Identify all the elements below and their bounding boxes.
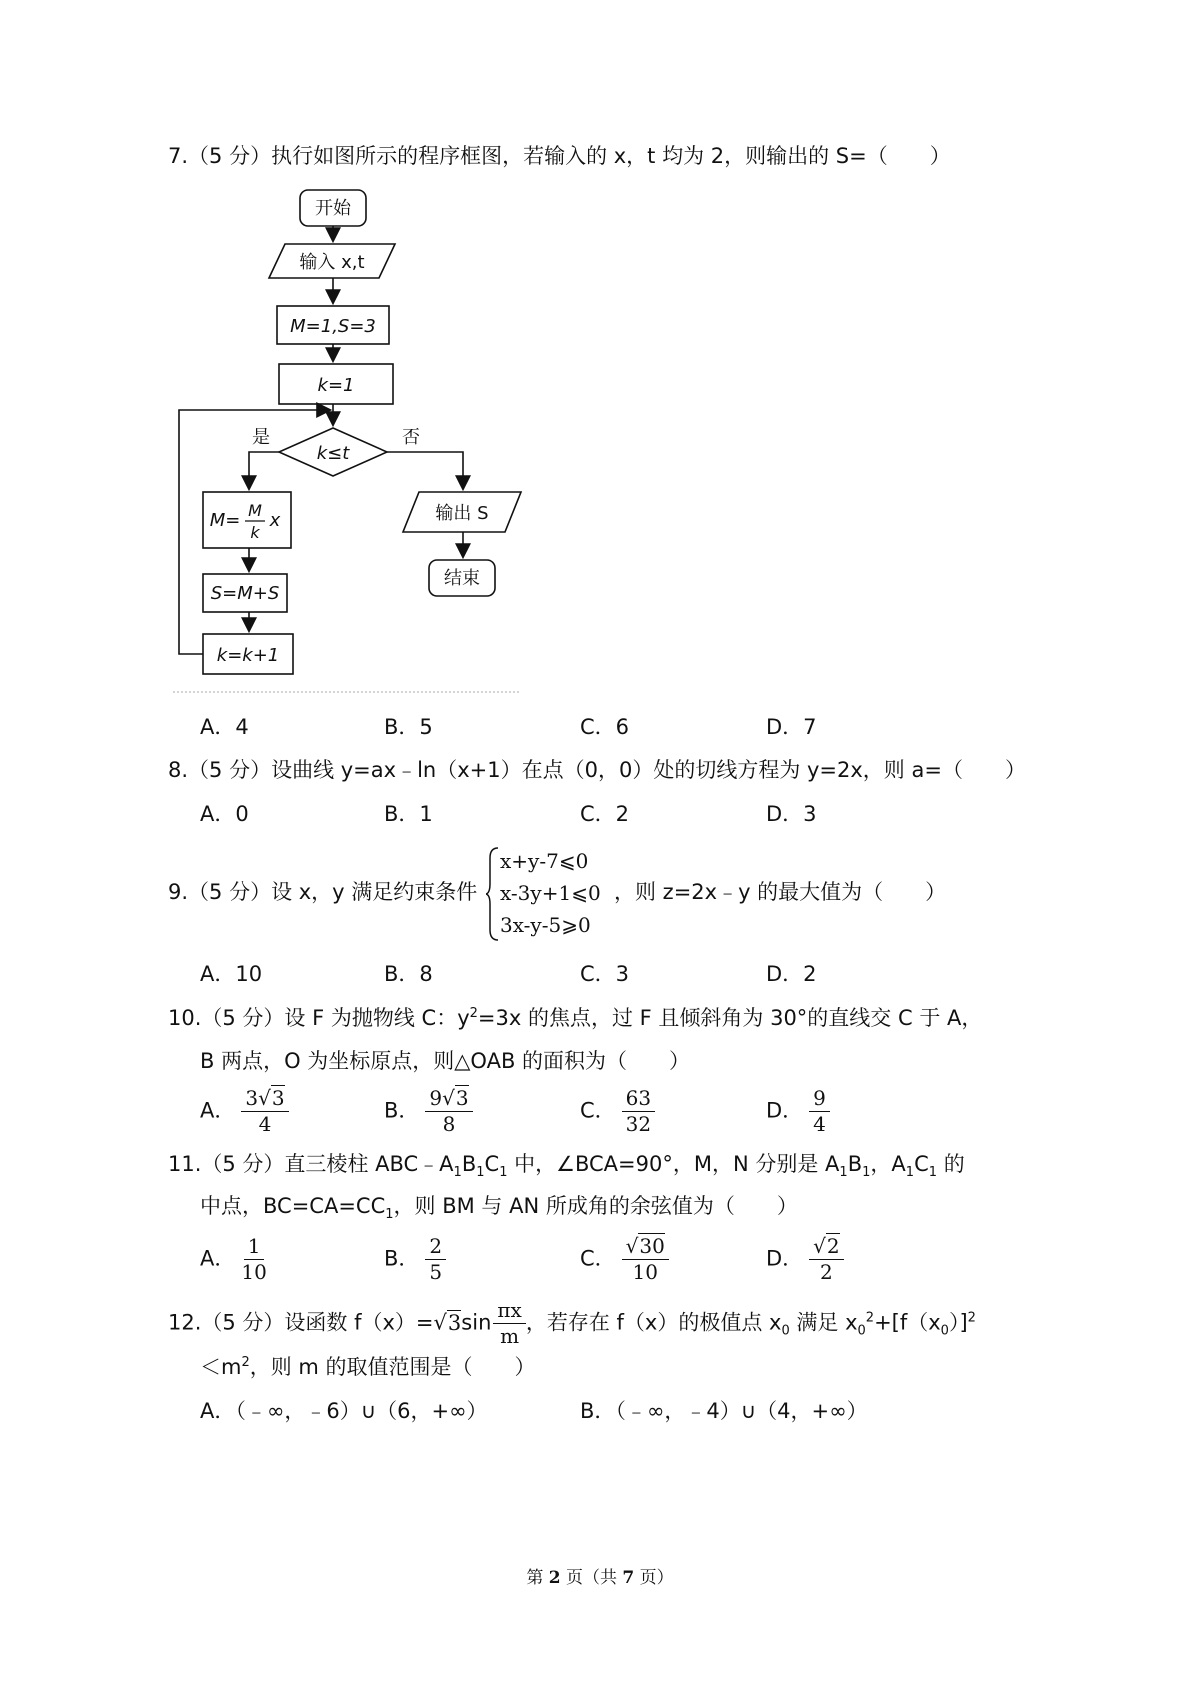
flow-step2-label: S=M+S bbox=[210, 583, 280, 604]
q11-option-d: D． $\frac{√2}{2}$ bbox=[766, 1236, 844, 1283]
q12-line1: 12.（5 分）设函数 f（x）=√3sin $\frac{\pi x}{m}$ ，若存在 f（x）的极值点 $x_0$ 满足 $x_0^2+[f(x_0)]^2$ bbox=[168, 1298, 976, 1348]
q8-option-a: A．0 bbox=[200, 802, 249, 826]
q8-stem: 8.（5 分）设曲线 y=ax﹣ln（x+1）在点（0，0）处的切线方程为 y=2x，则 a=（ ） bbox=[168, 758, 1026, 782]
flow-step3-label: k=k+1 bbox=[216, 645, 280, 666]
q11-option-b: B． $\frac{2}{5}$ bbox=[384, 1236, 446, 1283]
q9-option-d: D．2 bbox=[766, 962, 817, 986]
flow-init-label: M=1,S=3 bbox=[290, 316, 376, 337]
q7-option-a: A．4 bbox=[200, 715, 249, 739]
q9-constraint-3: 3x-y-5⩾0 bbox=[500, 913, 591, 937]
flow-step1-lhs: M= bbox=[209, 510, 241, 531]
q7-flowchart bbox=[165, 180, 545, 700]
q7-option-c: C．6 bbox=[580, 715, 630, 739]
flow-output-label: 输出 S bbox=[435, 503, 489, 524]
flow-start-label: 开始 bbox=[315, 198, 351, 219]
q11-option-c: C． $\frac{√30}{10}$ bbox=[580, 1236, 669, 1283]
flow-step1-rhs: x bbox=[269, 510, 281, 531]
q10-line2: B 两点，O 为坐标原点，则△OAB 的面积为（ ） bbox=[200, 1049, 691, 1073]
q9-constraint-system bbox=[500, 845, 601, 941]
q9-constraint-1: x+y-7⩽0 bbox=[500, 849, 589, 873]
q12-option-a: A．（﹣∞，﹣6）∪（6，+∞） bbox=[200, 1399, 488, 1423]
q7-option-d: D．7 bbox=[766, 715, 817, 739]
flow-yes-label: 是 bbox=[252, 427, 270, 448]
q10-option-a: A． $\frac{3√3}{4}$ bbox=[200, 1088, 289, 1135]
flow-step1-den: k bbox=[250, 523, 260, 542]
flow-end-label: 结束 bbox=[444, 568, 480, 589]
q9-stem-post: ，则 z=2x﹣y 的最大值为（ ） bbox=[614, 880, 947, 904]
q10-line1: 10.（5 分）设 F 为抛物线 C：$y^2=3x$ 的焦点，过 F 且倾斜角为 30°的直线交 C 于 A， bbox=[168, 1006, 983, 1030]
q10-option-c: C． $\frac{63}{32}$ bbox=[580, 1088, 655, 1135]
q9-brace bbox=[486, 846, 500, 942]
q9-stem-pre: 9.（5 分）设 x，y 满足约束条件 bbox=[168, 880, 478, 904]
q7-option-b: B．5 bbox=[384, 715, 433, 739]
flow-no-label: 否 bbox=[402, 427, 420, 448]
q10-option-d: D． $\frac{9}{4}$ bbox=[766, 1088, 830, 1135]
q11-line2: 中点，$BC=CA=CC_1$，则 BM 与 AN 所成角的余弦值为（ ） bbox=[200, 1194, 798, 1223]
flow-step1-num: M bbox=[248, 501, 262, 520]
q9-option-a: A．10 bbox=[200, 962, 263, 986]
q11-option-a: A． $\frac{1}{10}$ bbox=[200, 1234, 267, 1284]
q8-option-b: B．1 bbox=[384, 802, 433, 826]
q12-option-b: B．（﹣∞，﹣4）∪（4，+∞） bbox=[580, 1399, 868, 1423]
flow-condition-label: k≤t bbox=[316, 443, 350, 464]
q9-option-c: C．3 bbox=[580, 962, 630, 986]
q9-option-b: B．8 bbox=[384, 962, 433, 986]
q11-line1: 11.（5 分）直三棱柱 $ABC﹣A_1B_1C_1$ 中，∠BCA=90°，M，N 分别是 $A_1B_1$，$A_1C_1$ 的 bbox=[168, 1152, 965, 1181]
q9-constraint-2: x-3y+1⩽0 bbox=[500, 881, 601, 905]
q8-option-d: D．3 bbox=[766, 802, 817, 826]
q7-stem: 7.（5 分）执行如图所示的程序框图，若输入的 x，t 均为 2，则输出的 S=（ ） bbox=[168, 144, 951, 168]
flow-kinit-label: k=1 bbox=[317, 375, 355, 396]
flow-input-label: 输入 x,t bbox=[299, 252, 365, 273]
q12-line2: $<m^2$，则 m 的取值范围是（ ） bbox=[200, 1355, 536, 1379]
page-footer: 第 2 页（共 7 页） bbox=[526, 1568, 674, 1588]
q8-option-c: C．2 bbox=[580, 802, 630, 826]
q10-option-b: B． $\frac{9√3}{8}$ bbox=[384, 1088, 473, 1135]
